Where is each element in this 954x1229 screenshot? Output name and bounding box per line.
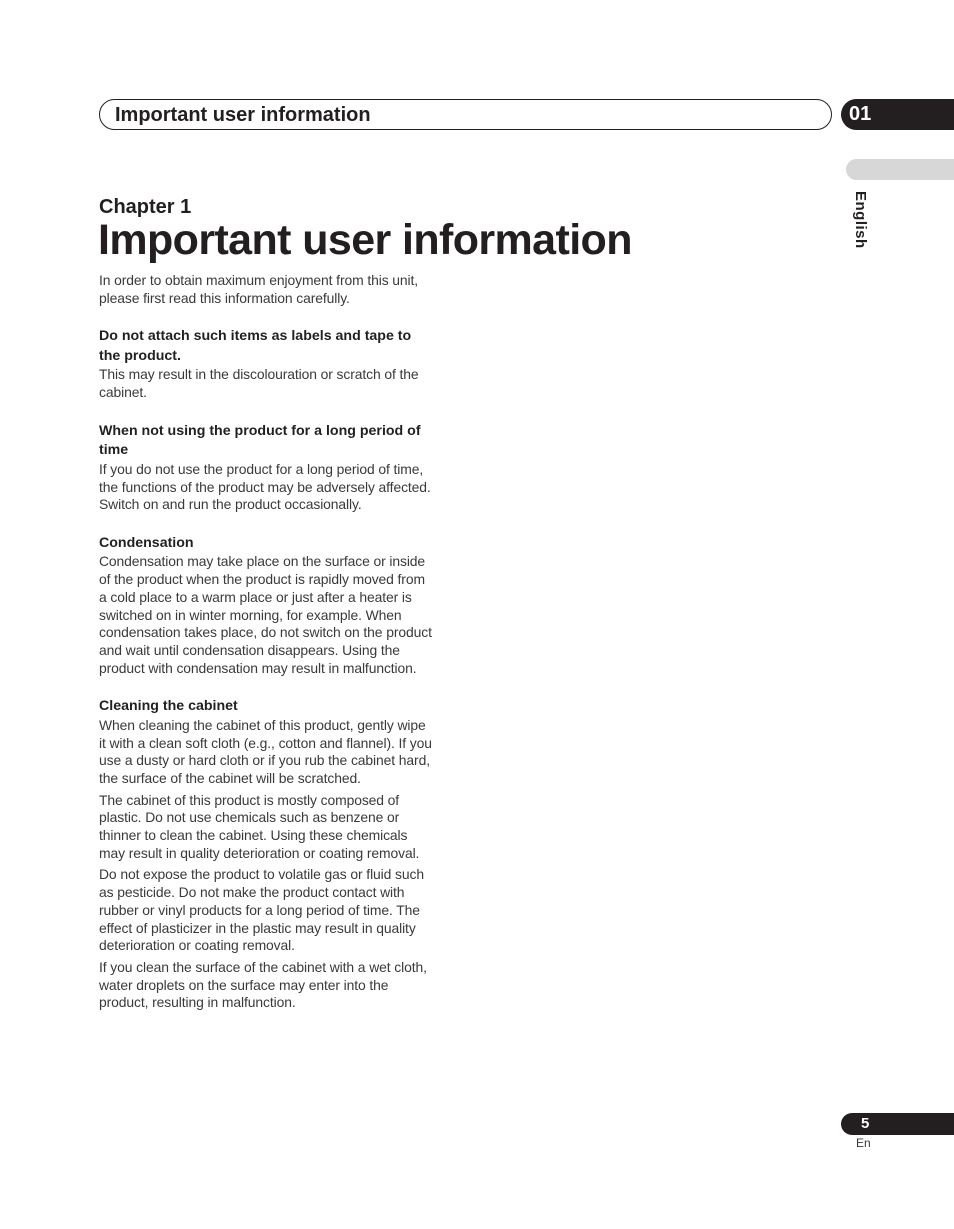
section-long-period <box>99 422 461 514</box>
section-paragraph: This may result in the discolouration or scratch of the cabinet. <box>99 366 419 401</box>
section-paragraph: If you do not use the product for a long period of time, the functions of the product may be adversely affected. Switch on and run the product occasionally. <box>99 460 431 513</box>
chapter-number: 01 <box>849 103 872 125</box>
section-labels-tape <box>99 327 461 401</box>
intro-paragraph: In order to obtain maximum enjoyment from this unit, please first read this information carefully. <box>99 272 419 306</box>
page-title: Important user information <box>98 216 632 264</box>
section-heading: Do not attach such items as labels and tape to the product. <box>99 328 412 364</box>
page-language-code: En <box>856 1136 871 1150</box>
running-header-title: Important user information <box>115 104 371 126</box>
section-heading: Condensation <box>99 534 194 551</box>
running-header-bar <box>99 99 832 130</box>
section-paragraph: When cleaning the cabinet of this product, gently wipe it with a clean soft cloth (e.g., cotton and flannel). If you use a dusty or hard cloth or if you rub the cabinet hard, the surface of the cabinet will be scratched. <box>99 716 432 786</box>
language-tab <box>846 159 954 180</box>
section-heading: Cleaning the cabinet <box>99 698 238 715</box>
page-number: 5 <box>861 1115 870 1132</box>
language-label: English <box>852 191 869 249</box>
section-paragraph: Do not expose the product to volatile gas or fluid such as pesticide. Do not make the product contact with rubber or vinyl products for a long period of time. The effect of plasticizer in the plastic may result in quality deterioration or coating removal. <box>99 866 424 954</box>
chapter-label: Chapter 1 <box>99 196 192 218</box>
page-number-tab <box>841 1113 954 1135</box>
section-condensation <box>99 534 461 677</box>
section-heading: When not using the product for a long period of time <box>99 422 421 459</box>
section-paragraph: Condensation may take place on the surface or inside of the product when the product is rapidly moved from a cold place to a warm place or just after a heater is switched on in winter morning, for example. When condensation takes place, do not switch on the product and wait until condensation disappears. Using the product with condensation may result in malfunction. <box>99 553 432 676</box>
section-paragraph: If you clean the surface of the cabinet with a wet cloth, water droplets on the surface may enter into the product, resulting in malfunction. <box>99 958 427 1011</box>
section-paragraph: The cabinet of this product is mostly composed of plastic. Do not use chemicals such as benzene or thinner to clean the cabinet. Using these chemicals may result in quality deterioration or coating removal. <box>99 791 420 861</box>
main-content <box>99 272 461 1012</box>
section-cleaning-cabinet <box>99 697 461 1012</box>
chapter-number-tab <box>841 99 954 130</box>
